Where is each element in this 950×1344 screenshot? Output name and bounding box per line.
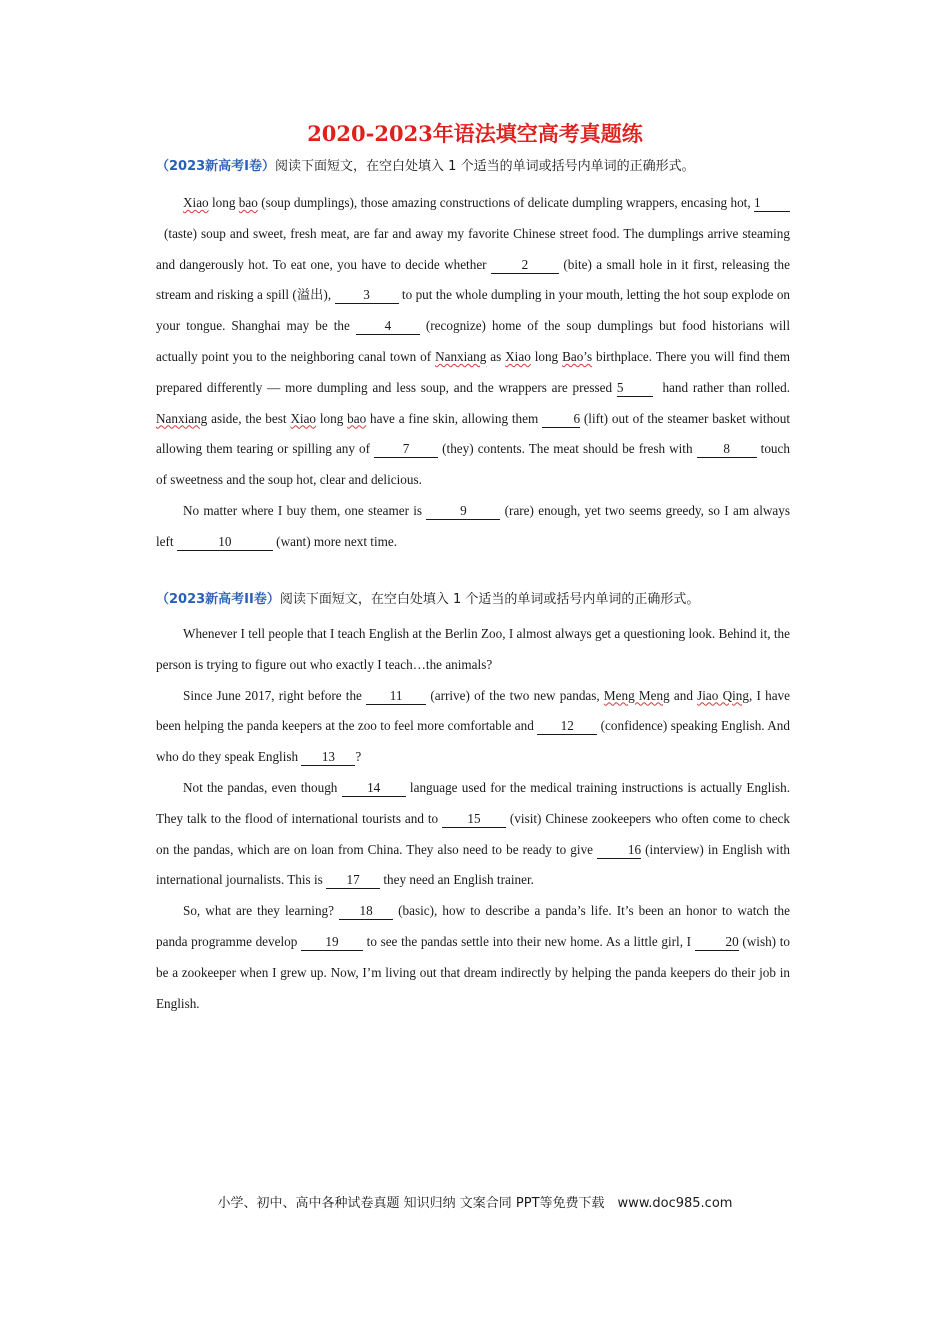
blank-20[interactable]: 20 xyxy=(695,934,739,951)
blank-2[interactable]: 2 xyxy=(491,257,559,274)
blank-7[interactable]: 7 xyxy=(374,441,438,458)
paragraph: No matter where I buy them, one steamer is 9 (rare) enough, yet two seems greedy, so I am always left 10 (want) more next time. xyxy=(156,502,790,549)
section-2023-new-gaokao-2 xyxy=(156,591,790,1019)
paragraph: Xiao long bao (soup dumplings), those amazing constructions of delicate dumpling wrappers, encasing hot, 1 (taste) soup and sweet, fresh meat, are far and away my favorite Chinese street food. The dumplings arrive steaming and dangerously hot. To eat one, you have to decide whether 2 (bite) a small hole in it first, releasing the stream and risking a spill (溢出), 3 to put the whole dumpling in your mouth, letting the hot soup explode on your tongue. Shanghai may be the 4 (recognize) home of the soup dumplings but food historians will actually point you to the neighboring canal town of Nanxiang as Xiao long Bao’s birthplace. There you will find them prepared differently — more dumpling and less soup, and the wrappers are pressed 5 hand rather than rolled. Nanxiang aside, the best Xiao long bao have a fine skin, allowing them 6 (lift) out of the steamer basket without allowing them tearing or spilling any of 7 (they) contents. The meat should be fresh with 8 touch of sweetness and the soup hot, clear and delicious. xyxy=(156,195,791,488)
paragraph: Since June 2017, right before the 11 (arrive) of the two new pandas, Meng Meng and Jiao Qing, I have been helping the panda keepers at the zoo to feel more comfortable and 12 (confidence) speaking English. And who do they speak English 13 ? xyxy=(156,687,790,765)
blank-16[interactable]: 16 xyxy=(597,842,641,859)
paragraph: So, what are they learning? 18 (basic), how to describe a panda’s life. It’s been an honor to watch the panda programme develop 19 to see the pandas settle into their new home. As a little girl, I 20 (wish) to be a zookeeper when I grew up. Now, I’m living out that dream indirectly by helping the panda keepers do their job in English. xyxy=(156,903,790,1011)
source-label: （2023新高考I卷） xyxy=(156,159,276,174)
instruction-text: 阅读下面短文，在空白处填入 1 个适当的单词或括号内单词的正确形式。 xyxy=(279,592,700,607)
blank-8[interactable]: 8 xyxy=(697,441,757,458)
blank-4[interactable]: 4 xyxy=(356,318,420,335)
blank-19[interactable]: 19 xyxy=(301,934,363,951)
blank-15[interactable]: 15 xyxy=(442,811,506,828)
passage xyxy=(156,619,790,1019)
source-label: （2023新高考II卷） xyxy=(156,592,280,607)
section-heading xyxy=(156,158,790,176)
blank-13[interactable]: 13 xyxy=(301,749,355,766)
passage xyxy=(156,188,790,558)
blank-9[interactable]: 9 xyxy=(426,503,500,520)
blank-6[interactable]: 6 xyxy=(542,411,580,428)
section-heading xyxy=(156,591,790,609)
section-2023-new-gaokao-1 xyxy=(156,158,790,558)
blank-5[interactable]: 5 xyxy=(617,380,653,397)
blank-12[interactable]: 12 xyxy=(537,718,597,735)
instruction-text: 阅读下面短文，在空白处填入 1 个适当的单词或括号内单词的正确形式。 xyxy=(275,159,695,174)
blank-10[interactable]: 10 xyxy=(177,534,273,551)
blank-11[interactable]: 11 xyxy=(366,688,426,705)
blank-17[interactable]: 17 xyxy=(326,872,380,889)
paragraph: Not the pandas, even though 14 language used for the medical training instructions is actually English. They talk to the flood of international tourists and to 15 (visit) Chinese zookeepers who often come to check on the pandas, which are on loan from China. They also need to be ready to give 16 (interview) in English with international journalists. This is 17 they need an English trainer. xyxy=(156,779,791,888)
blank-3[interactable]: 3 xyxy=(335,287,399,304)
footer: 小学、初中、高中各种试卷真题 知识归纳 文案合同 PPT等免费下载 www.doc985.com xyxy=(217,1196,733,1211)
blank-1[interactable]: 1 xyxy=(754,195,790,212)
paragraph: Whenever I tell people that I teach English at the Berlin Zoo, I almost always get a questioning look. Behind it, the person is trying to figure out who exactly I teach…the animals? xyxy=(156,626,790,672)
page-title: 2020-2023年语法填空高考真题练 xyxy=(307,121,643,146)
blank-18[interactable]: 18 xyxy=(339,903,393,920)
blank-14[interactable]: 14 xyxy=(342,780,406,797)
